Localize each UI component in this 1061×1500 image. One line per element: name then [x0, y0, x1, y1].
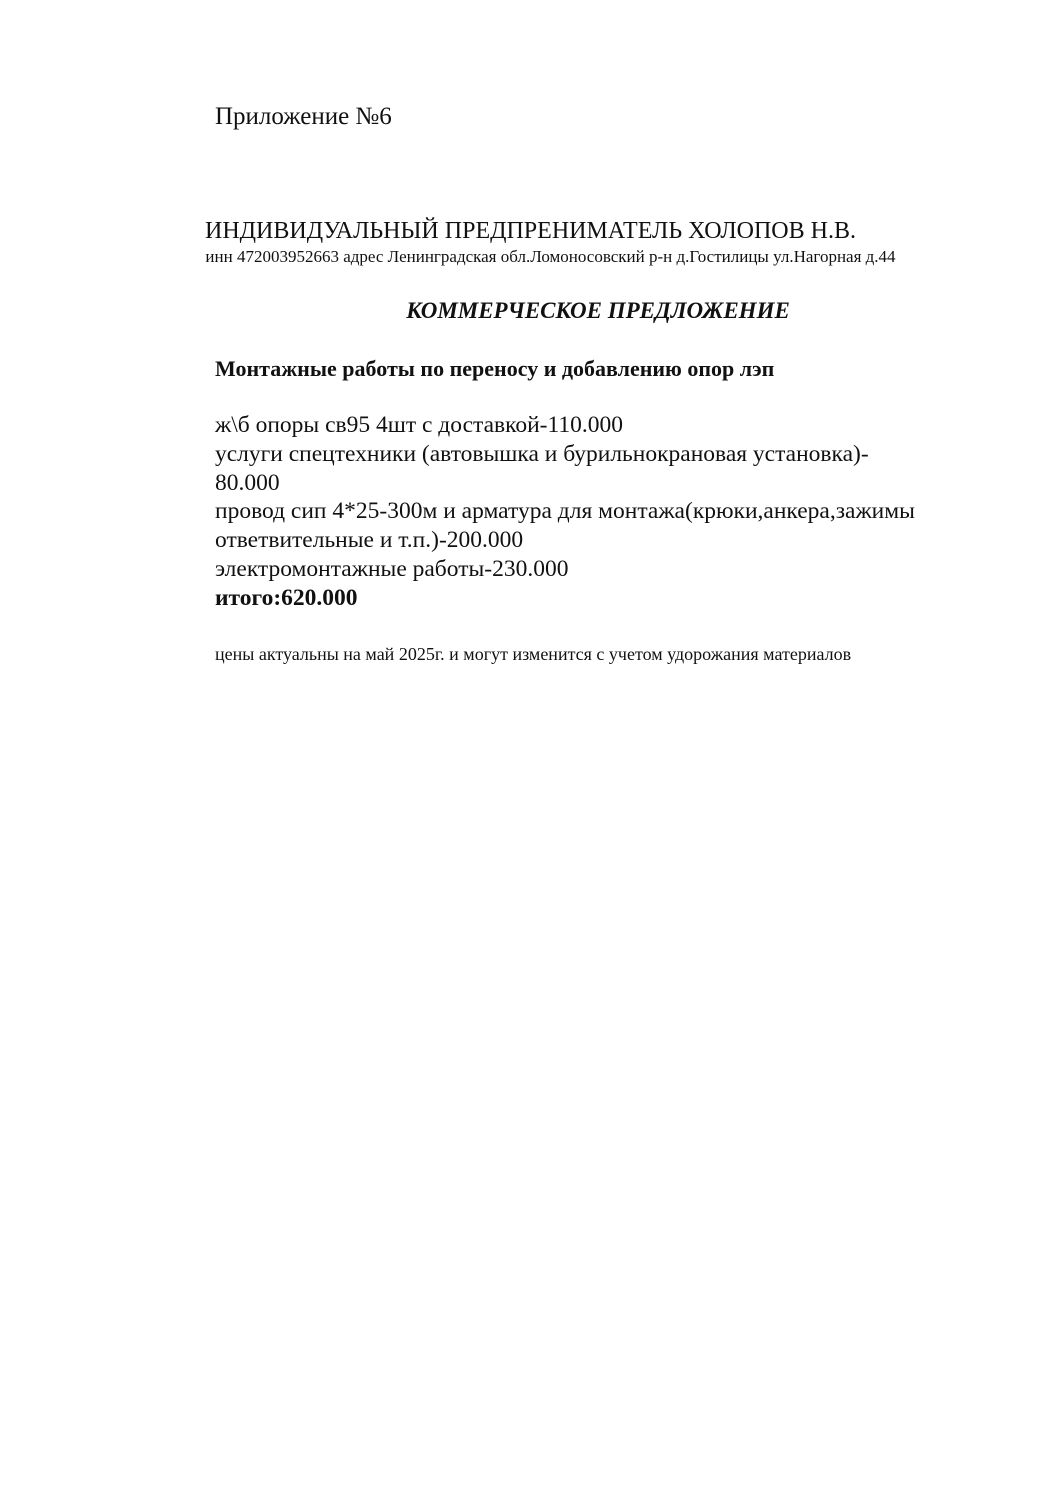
item-line: услуги спецтехники (автовышка и бурильнокрановая установка)-: [215, 440, 869, 467]
offer-subject: Монтажные работы по переносу и добавлению опор лэп: [215, 356, 775, 381]
offer-items: [215, 411, 975, 613]
item-line: 80.000: [215, 469, 280, 496]
item-line: ж\б опоры св95 4шт с доставкой-110.000: [215, 412, 623, 438]
appendix-label: Приложение №6: [215, 103, 392, 130]
item-line: провод сип 4*25-300м и арматура для монтажа(крюки,анкера,зажимы: [215, 498, 915, 525]
total-line: итого:620.000: [215, 584, 358, 611]
item-line: электромонтажные работы-230.000: [215, 555, 569, 582]
document-title: КОММЕРЧЕСКОЕ ПРЕДЛОЖЕНИЕ: [406, 298, 790, 323]
item-line: ответвительные и т.п.)-200.000: [215, 527, 524, 554]
price-note: цены актуальны на май 2025г. и могут изменится с учетом удорожания материалов: [215, 644, 852, 664]
company-name: ИНДИВИДУАЛЬНЫЙ ПРЕДПРЕНИМАТЕЛЬ ХОЛОПОВ Н.В.: [205, 218, 856, 244]
company-address: инн 472003952663 адрес Ленинградская обл.Ломоносовский р-н д.Гостилицы ул.Нагорная д.44: [205, 247, 896, 266]
